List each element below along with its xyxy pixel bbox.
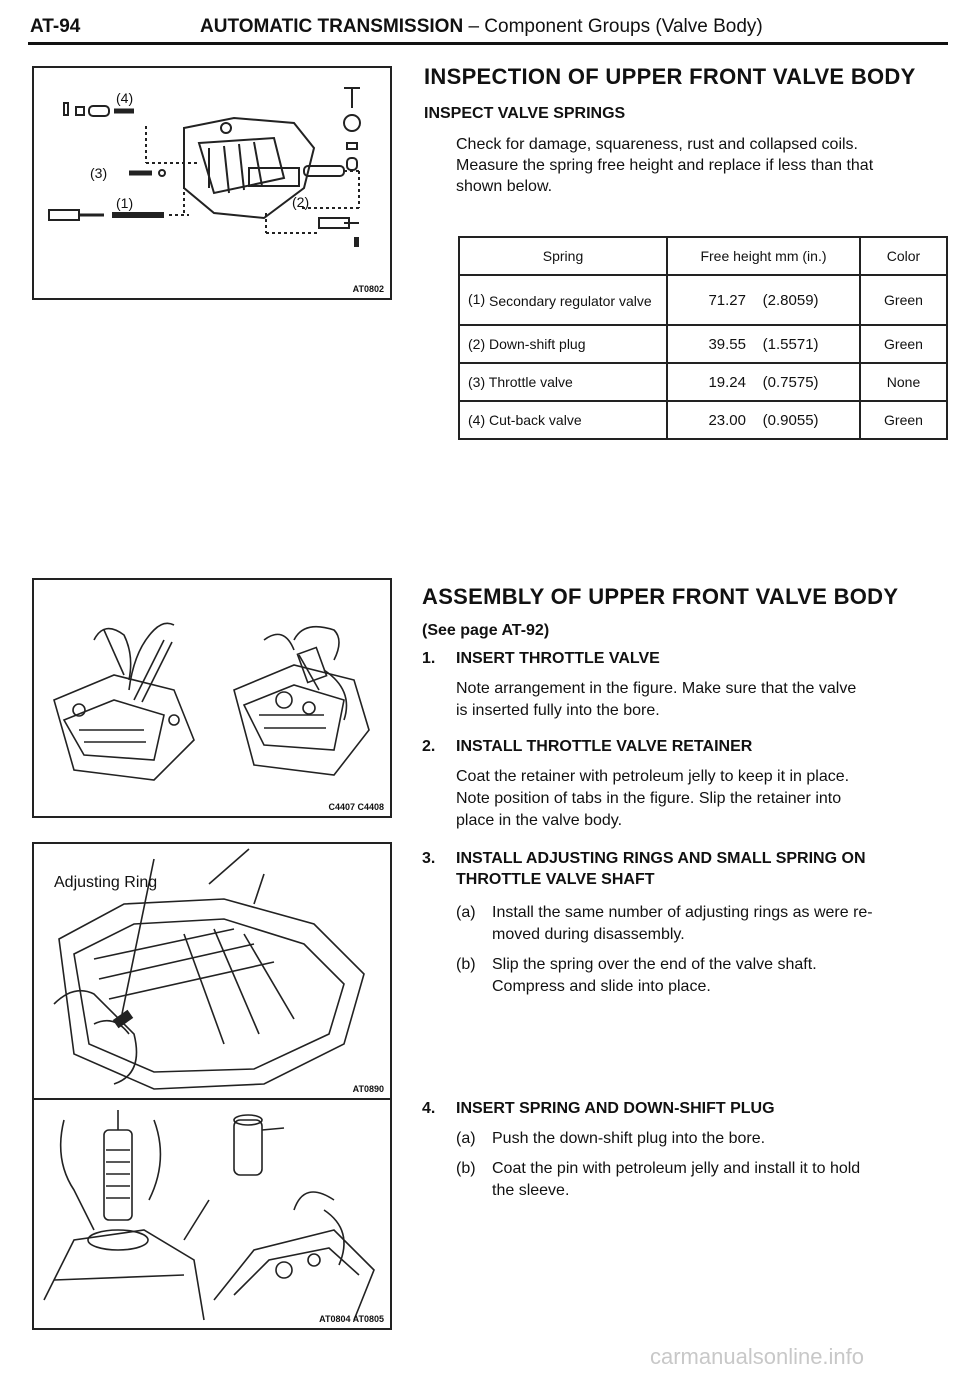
adjusting-ring-label: Adjusting Ring bbox=[54, 874, 158, 891]
table-cell-height bbox=[667, 325, 860, 363]
step-2-line: place in the valve body. bbox=[456, 812, 623, 829]
table-cell-in: (1.5571) bbox=[762, 335, 819, 353]
table-cell-in: (0.9055) bbox=[762, 411, 819, 429]
step-3-number: 3. bbox=[422, 850, 436, 867]
figure-label-1: (1) bbox=[116, 195, 134, 211]
assembly-reference: (See page AT-92) bbox=[422, 622, 550, 639]
step-2-title: INSTALL THROTTLE VALVE RETAINER bbox=[456, 738, 753, 755]
inspection-subheading: INSPECT VALVE SPRINGS bbox=[424, 105, 626, 122]
throttle-valve-insert-drawing bbox=[34, 580, 390, 816]
step-3a-line: Install the same number of adjusting rings as were re- bbox=[492, 904, 873, 921]
table-header-free-height: Free height mm (in.) bbox=[667, 237, 860, 275]
table-cell-num: (2) bbox=[468, 336, 486, 352]
step-3b-line: Slip the spring over the end of the valve shaft. bbox=[492, 956, 817, 973]
step-3a-line: moved during disassembly. bbox=[492, 926, 685, 943]
figure-adjusting-ring bbox=[32, 842, 392, 1100]
inspection-para-line1: Check for damage, squareness, rust and collapsed coils. bbox=[456, 136, 858, 153]
watermark: carmanualsonline.info bbox=[650, 1344, 865, 1369]
table-cell-mm: 19.24 bbox=[708, 373, 746, 391]
inspection-heading: INSPECTION OF UPPER FRONT VALVE BODY bbox=[424, 64, 916, 89]
assembly-heading: ASSEMBLY OF UPPER FRONT VALVE BODY bbox=[422, 584, 899, 609]
valve-body-exploded-drawing bbox=[34, 68, 390, 298]
table-cell-spring bbox=[459, 363, 667, 401]
header-title bbox=[200, 16, 763, 38]
table-cell-color: None bbox=[860, 363, 947, 401]
table-cell-num: (4) bbox=[468, 412, 486, 428]
table-cell-color: Green bbox=[860, 401, 947, 439]
step-3-title-line1: INSTALL ADJUSTING RINGS AND SMALL SPRING ON bbox=[456, 850, 866, 867]
step-3b-line: Compress and slide into place. bbox=[492, 978, 711, 995]
step-4a-line: Push the down-shift plug into the bore. bbox=[492, 1130, 766, 1147]
table-cell-mm: 71.27 bbox=[708, 291, 746, 309]
table-cell-spring bbox=[459, 275, 667, 325]
inspection-para-line2: Measure the spring free height and replace if less than that bbox=[456, 157, 874, 174]
step-1-line: Note arrangement in the figure. Make sure that the valve bbox=[456, 680, 857, 697]
table-row bbox=[459, 325, 947, 363]
step-3a-label: (a) bbox=[456, 904, 476, 921]
table-cell-name: Throttle valve bbox=[488, 374, 573, 390]
table-cell-name: Cut-back valve bbox=[489, 412, 582, 428]
header-title-bold: AUTOMATIC TRANSMISSION bbox=[200, 16, 464, 37]
table-row bbox=[459, 401, 947, 439]
table-header-spring: Spring bbox=[459, 237, 667, 275]
table-cell-height bbox=[667, 275, 860, 325]
step-4-title: INSERT SPRING AND DOWN-SHIFT PLUG bbox=[456, 1100, 775, 1117]
table-cell-spring bbox=[459, 325, 667, 363]
step-3-title-line2: THROTTLE VALVE SHAFT bbox=[456, 871, 655, 888]
step-4-number: 4. bbox=[422, 1100, 436, 1117]
page-number: AT-94 bbox=[30, 16, 81, 37]
step-2-line: Coat the retainer with petroleum jelly to keep it in place. bbox=[456, 768, 850, 785]
table-header-color: Color bbox=[860, 237, 947, 275]
table-cell-mm: 23.00 bbox=[708, 411, 746, 429]
step-4b-line: the sleeve. bbox=[492, 1182, 570, 1199]
header-title-rest: – Component Groups (Valve Body) bbox=[463, 16, 763, 37]
spring-spec-table bbox=[458, 236, 948, 440]
table-header-row bbox=[459, 237, 947, 275]
table-row bbox=[459, 275, 947, 325]
figure-throttle-valve-insert bbox=[32, 578, 392, 818]
figure-valve-body-exploded bbox=[32, 66, 392, 300]
table-cell-in: (0.7575) bbox=[762, 373, 819, 391]
figure-downshift-plug bbox=[32, 1098, 392, 1330]
table-cell-mm: 39.55 bbox=[708, 335, 746, 353]
table-row bbox=[459, 363, 947, 401]
figure-code: AT0802 bbox=[352, 284, 384, 294]
step-1-number: 1. bbox=[422, 650, 436, 667]
step-2-number: 2. bbox=[422, 738, 436, 755]
table-cell-spring bbox=[459, 401, 667, 439]
table-cell-num: (1) bbox=[468, 291, 486, 308]
table-cell-num: (3) bbox=[468, 374, 486, 390]
step-1-line: is inserted fully into the bore. bbox=[456, 702, 660, 719]
figure-code: AT0804 AT0805 bbox=[319, 1314, 384, 1324]
figure-label-3: (3) bbox=[90, 165, 108, 181]
table-cell-height bbox=[667, 401, 860, 439]
table-cell-height bbox=[667, 363, 860, 401]
downshift-plug-drawing bbox=[34, 1100, 390, 1328]
step-4a-label: (a) bbox=[456, 1130, 476, 1147]
step-4b-label: (b) bbox=[456, 1160, 476, 1177]
table-cell-color: Green bbox=[860, 325, 947, 363]
figure-label-2: (2) bbox=[292, 194, 310, 210]
step-3b-label: (b) bbox=[456, 956, 476, 973]
inspection-para-line3: shown below. bbox=[456, 178, 553, 195]
table-cell-name: Down-shift plug bbox=[489, 336, 586, 352]
figure-code: AT0890 bbox=[352, 1084, 384, 1094]
header-rule bbox=[28, 42, 948, 45]
table-cell-in: (2.8059) bbox=[762, 291, 819, 309]
step-2-line: Note position of tabs in the figure. Slip the retainer into bbox=[456, 790, 842, 807]
figure-code: C4407 C4408 bbox=[328, 802, 384, 812]
step-1-title: INSERT THROTTLE VALVE bbox=[456, 650, 660, 667]
table-cell-name: Secondary regulator valve bbox=[489, 292, 652, 309]
table-cell-color: Green bbox=[860, 275, 947, 325]
figure-label-4: (4) bbox=[116, 90, 134, 106]
step-4b-line: Coat the pin with petroleum jelly and install it to hold bbox=[492, 1160, 861, 1177]
